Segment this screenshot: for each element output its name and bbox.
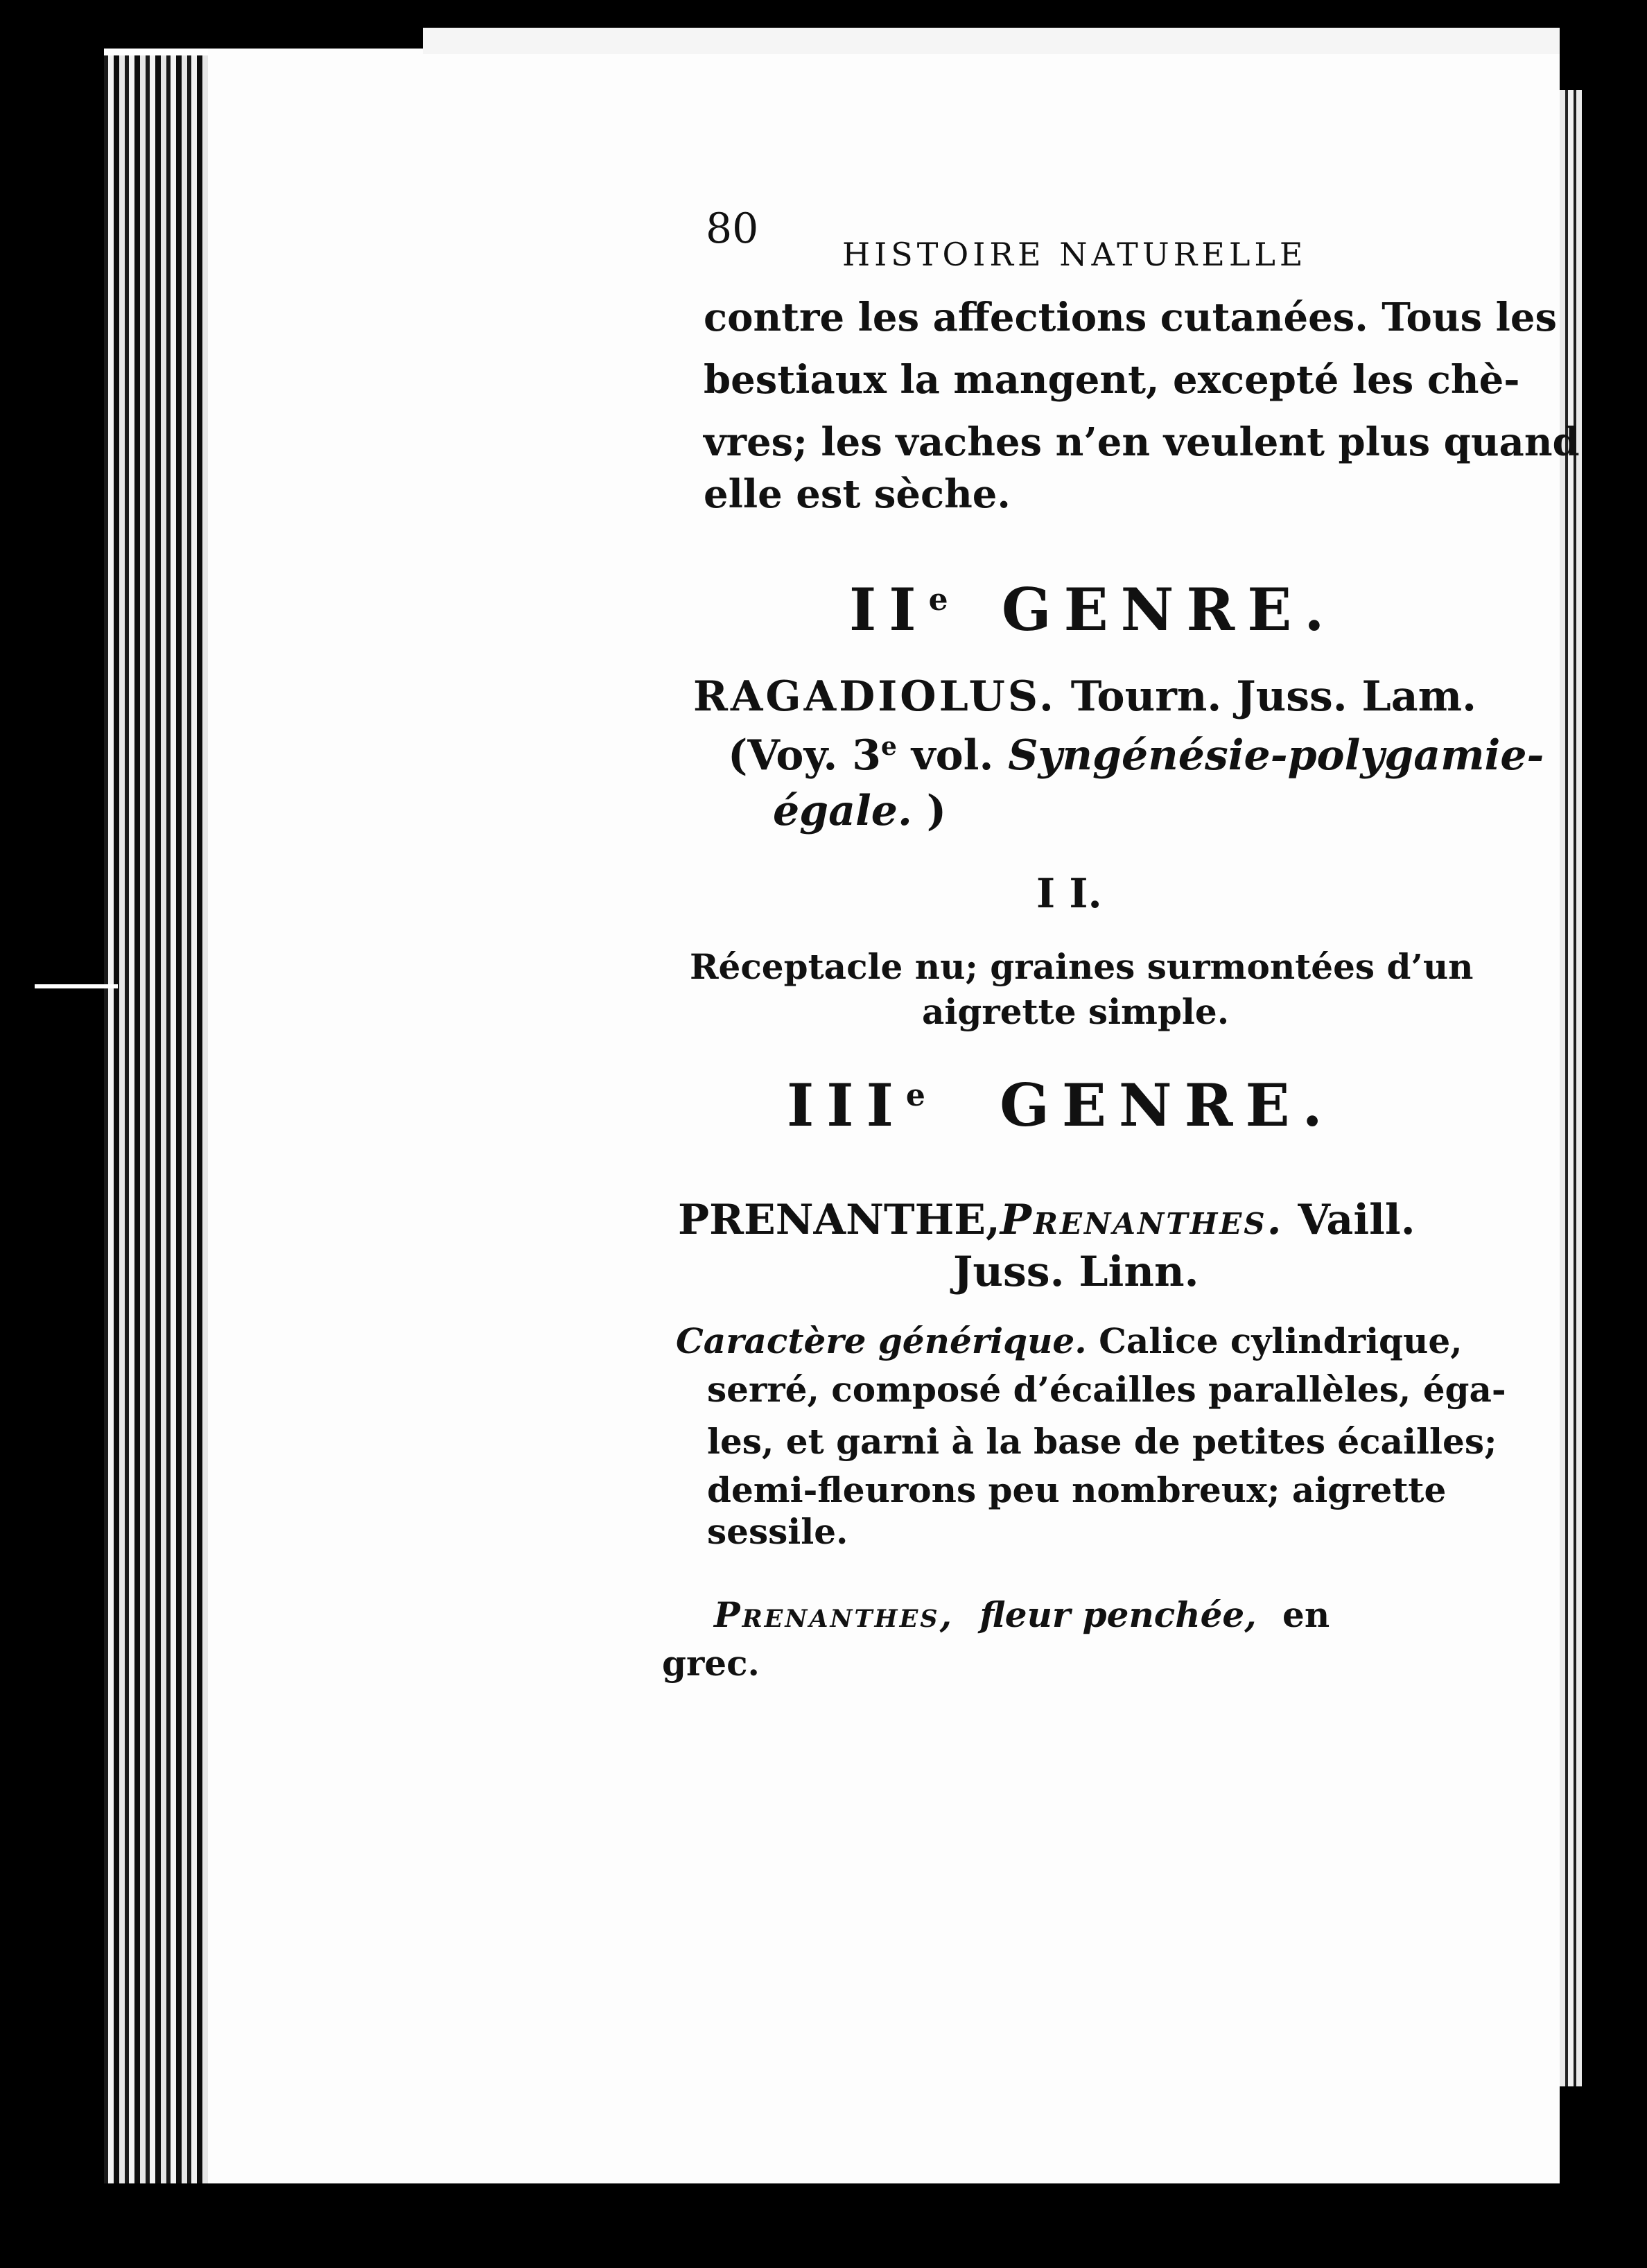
genus-name: RAGADIOLUS. — [693, 672, 1056, 721]
description-line: aigrette simple. — [922, 991, 1230, 1032]
paragraph-line: bestiaux la mangent, excepté les chè- — [704, 357, 1520, 403]
reference-superscript: e — [880, 732, 897, 761]
section-numeral: I I. — [1036, 870, 1102, 917]
character-line: les, et garni à la base de petites écailles; — [707, 1421, 1497, 1462]
etymology-word: Prenanthes, — [714, 1594, 954, 1635]
scan-border-bottom — [0, 2183, 1647, 2268]
reference-line-2 — [773, 787, 946, 835]
character-line: demi-fleurons peu nombreux; aigrette — [707, 1469, 1447, 1510]
genre-heading — [787, 1071, 1335, 1140]
paragraph-line: elle est sèche. — [704, 471, 1011, 517]
character-label: Caractère générique. — [676, 1320, 1087, 1361]
binding-shadow-left — [0, 0, 104, 2268]
paragraph-line: contre les affections cutanées. Tous les — [704, 295, 1558, 340]
page-number: 80 — [706, 204, 759, 253]
reference-class-end: égale. — [773, 787, 912, 835]
genus-line — [693, 672, 1476, 721]
genus-authors: Tourn. Juss. Lam. — [1070, 672, 1476, 721]
etymology-rest: en — [1282, 1594, 1330, 1635]
character-line: sessile. — [707, 1511, 848, 1552]
page-top-edge — [423, 28, 1567, 54]
page-edge-right — [1560, 90, 1582, 2086]
genre-number: II — [849, 575, 929, 644]
character-line: serré, composé d’écailles parallèles, éga- — [707, 1369, 1506, 1410]
reference-close: ) — [926, 787, 947, 835]
running-title: HISTOIRE NATURELLE — [842, 236, 1307, 273]
genus-authors-line: Juss. Linn. — [953, 1248, 1199, 1296]
genus-name: PRENANTHE, — [678, 1196, 1000, 1244]
reference-open: (Voy. 3 — [728, 731, 881, 780]
genre-word: GENRE. — [1000, 1071, 1335, 1140]
genus-latin: Prenanthes. — [1000, 1196, 1284, 1244]
character-line — [676, 1320, 1463, 1361]
etymology-meaning: fleur penchée, — [979, 1594, 1257, 1635]
reference-line — [728, 731, 1544, 780]
paragraph-line: vres; les vaches n’en veulent plus quand — [704, 419, 1580, 465]
reference-class: Syngénésie-polygamie- — [1008, 731, 1544, 780]
genre-superscript: e — [928, 582, 948, 618]
character-text: Calice cylindrique, — [1099, 1320, 1463, 1361]
genre-superscript: e — [905, 1078, 925, 1113]
genre-number: III — [787, 1071, 906, 1140]
scan-flaw-mark — [35, 984, 118, 988]
etymology-line — [714, 1594, 1330, 1635]
genre-word: GENRE. — [1001, 575, 1337, 644]
genre-heading — [849, 575, 1336, 644]
etymology-line-2: grec. — [662, 1643, 760, 1684]
reference-vol: vol. — [896, 731, 994, 780]
genus-authors: Vaill. — [1298, 1196, 1415, 1244]
genus-line — [678, 1196, 1415, 1244]
page-stack-edges — [104, 55, 208, 2183]
description-line: Réceptacle nu; graines surmontées d’un — [690, 946, 1474, 987]
